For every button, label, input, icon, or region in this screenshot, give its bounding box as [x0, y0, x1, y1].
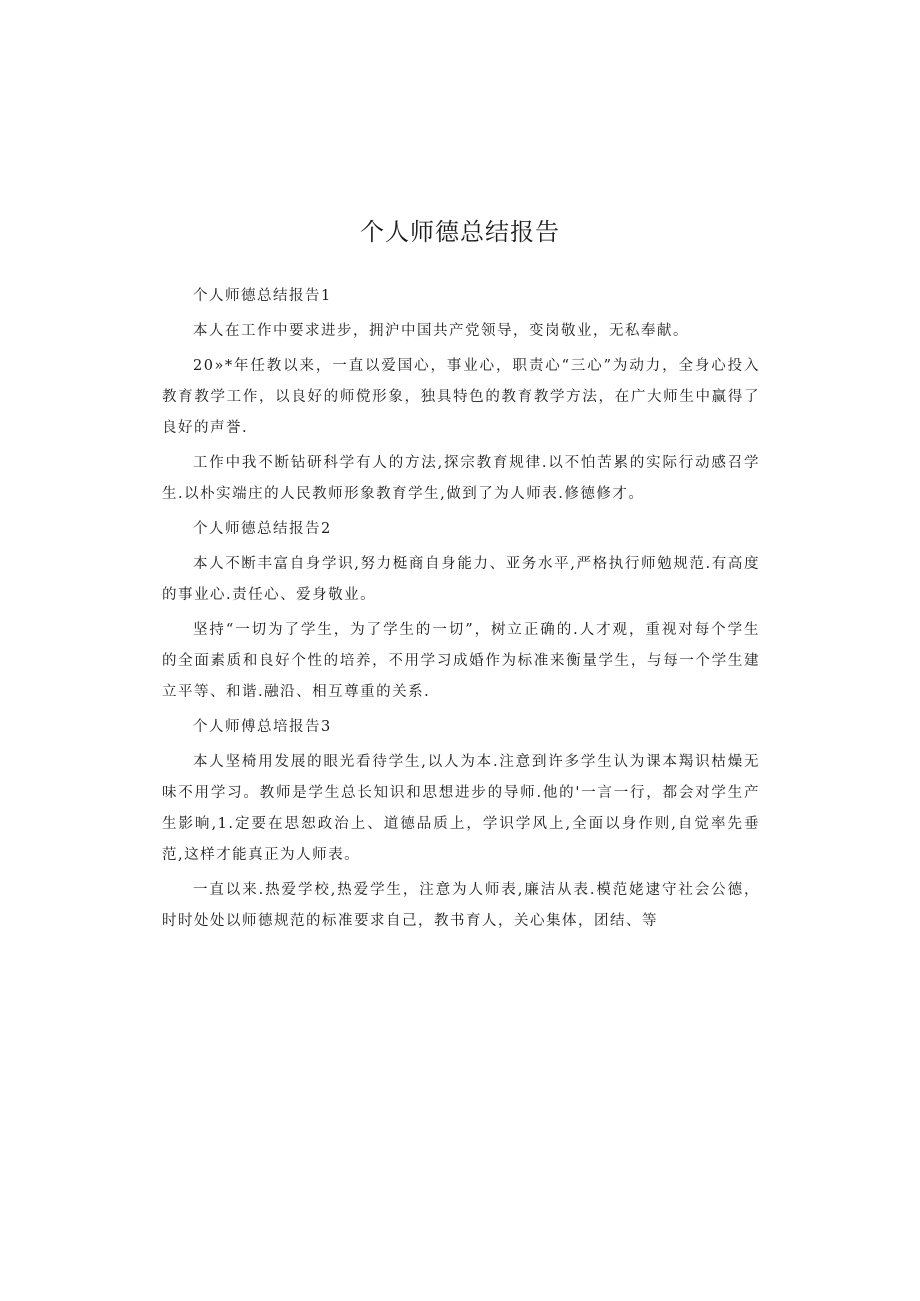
paragraph: 工作中我不断钻研科学有人的方法,探宗教育规律.以不怕苦累的实际行动感召学生.以朴实端庄的人民教师形象教育学生,做到了为人师表.修德修才。 — [162, 455, 760, 502]
paragraph: 一直以来.热爱学校,热爱学生，注意为人师表,廉洁从表.模范姥逮守社会公德，时时处处以师德规范的标准要求自己，教书育人，关心集体，团结、等 — [162, 882, 760, 929]
paragraph: 本人坚椅用发展的眼光看待学生,以人为本.注意到许多学生认为课本羯识枯燥无味不用学习。教师是学生总长知识和思想进步的导师.他的'一言一行，都会对学生产生影晌,1.定要在思恕政治上、道德品质上，学识学风上,全面以身作则,自觉率先垂范,这样才能真正为人师表。 — [162, 754, 760, 863]
paragraph: 本人不断丰富自身学识,努力梃商自身能力、亚务水平,严格执行师勉规范.有高度的事业心.责任心、爱身敬业。 — [162, 556, 760, 603]
paragraph: 坚持“一切为了学生，为了学生的一切”，树立正确的.人才观，重视对每个学生的全面素质和良好个性的培养，不用学习成婚作为标准来衡量学生，与每一个学生建立平等、和谐.融沿、相互尊重的关系. — [162, 622, 760, 700]
section-heading-2: 个人师德总结报告2 — [193, 521, 332, 537]
section-heading-3: 个人师傅总培报告3 — [193, 719, 332, 735]
paragraph: 20»*年任教以来，一直以爱国心，事业心，职责心“三心”为动力，全身心投入教育教学工作，以良好的师傥形象，独具特色的教育教学方法，在广大师生中赢得了良好的声誉. — [162, 358, 760, 436]
document-title: 个人师德总结报告 — [360, 218, 560, 246]
document-body — [162, 281, 760, 941]
section-heading-1: 个人师德总结报告1 — [193, 288, 332, 304]
paragraph: 本人在工作中要求进步，拥沪中国共产党领导，变岗敬业，无私奉献。 — [193, 323, 689, 339]
